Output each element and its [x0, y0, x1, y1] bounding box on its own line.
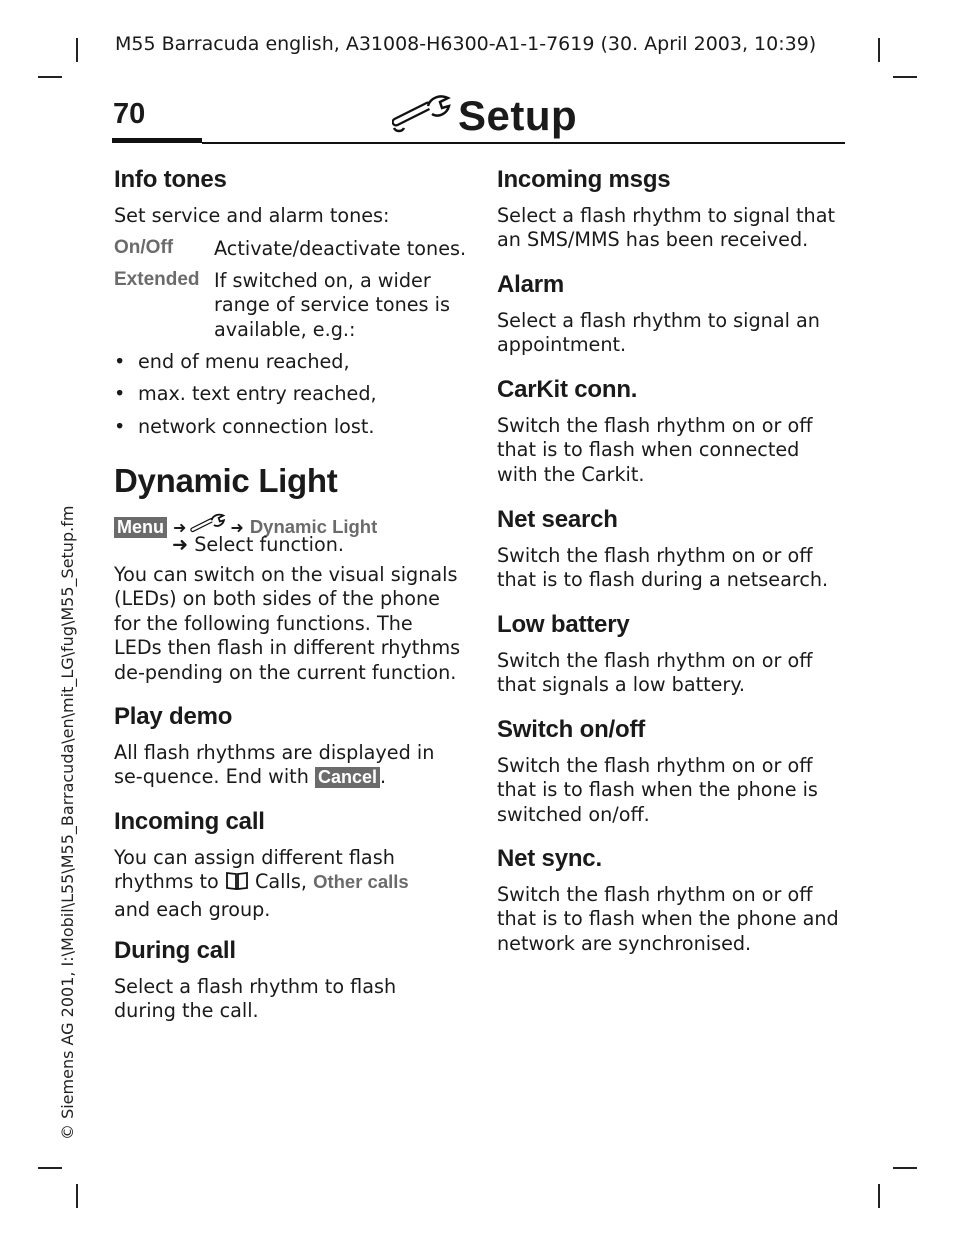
crop-mark [893, 1167, 917, 1169]
crop-mark [38, 76, 62, 78]
bullet-item: • network connection lost. [114, 415, 375, 438]
incoming-call-text-part: and each group. [114, 897, 271, 921]
crop-mark [76, 38, 78, 62]
section-text: Switch the flash rhythm on or off that signals a low battery. [497, 649, 813, 697]
section-heading: Net search [497, 506, 618, 533]
play-demo-text [114, 741, 464, 790]
section-text: Select a flash rhythm to signal an appointment. [497, 309, 820, 357]
cancel-softkey: Cancel [315, 767, 380, 788]
bullet-item: • max. text entry reached, [114, 382, 377, 405]
section-text: Select a flash rhythm to signal that an SMS/MMS has been received. [497, 204, 835, 252]
section-heading: Switch on/off [497, 716, 646, 743]
incoming-call-heading: Incoming call [114, 808, 265, 835]
page-number-rule [112, 138, 202, 143]
definition-term: On/Off [114, 237, 174, 258]
wrench-icon [392, 92, 452, 140]
section-heading: Alarm [497, 271, 565, 298]
bullet-item: • end of menu reached, [114, 350, 350, 373]
during-call-text: Select a flash rhythm to flash during the call. [114, 975, 397, 1023]
bullet-text: end of menu reached, [138, 350, 350, 373]
menu-softkey: Menu [114, 517, 167, 538]
info-tones-intro: Set service and alarm tones: [114, 204, 390, 227]
dynamic-light-heading: Dynamic Light [114, 462, 338, 499]
crop-mark [76, 1184, 78, 1208]
side-copyright-path: © Siemens AG 2001, I:\Mobil\L55\M55_Barracuda\en\mit_LG\fug\M55_Setup.fm [58, 505, 77, 1140]
other-calls-term: Other calls [313, 871, 409, 893]
section-heading: Low battery [497, 611, 630, 638]
definition-term: Extended [114, 269, 200, 290]
incoming-call-text [114, 846, 449, 922]
select-function-line [172, 533, 344, 556]
arrow-icon: ➜ [230, 517, 244, 537]
section-heading: Incoming msgs [497, 166, 671, 193]
select-function-text: Select function. [194, 533, 344, 556]
crop-mark [893, 76, 917, 78]
bullet-text: max. text entry reached, [138, 382, 377, 405]
bullet-text: network connection lost. [138, 415, 375, 438]
title-rule [202, 142, 845, 144]
page-title-block [392, 92, 577, 140]
crop-mark [38, 1167, 62, 1169]
crop-mark [878, 38, 880, 62]
section-heading: Net sync. [497, 845, 602, 872]
section-text: Switch the flash rhythm on or off that is to flash when connected with the Carkit. [497, 414, 813, 486]
section-text: Switch the flash rhythm on or off that is to flash when the phone and network are synchronised. [497, 883, 839, 955]
definition-text: Activate/deactivate tones. [214, 237, 467, 260]
play-demo-text-part: All flash rhythms are displayed in se-quence. End with [114, 741, 435, 789]
section-text: Switch the flash rhythm on or off that is to flash when the phone is switched on/off. [497, 754, 818, 826]
arrow-icon: ➜ [173, 517, 187, 537]
document-info-line: M55 Barracuda english, A31008-H6300-A1-1-7619 (30. April 2003, 10:39) [115, 33, 817, 55]
play-demo-text-part: . [380, 765, 387, 789]
section-heading: CarKit conn. [497, 376, 638, 403]
section-text: Switch the flash rhythm on or off that is to flash during a netsearch. [497, 544, 829, 592]
dynamic-light-intro: You can switch on the visual signals (LEDs) on both sides of the phone for the following functions. The LEDs then flash in different rhythms de-pending on the current function. [114, 563, 461, 684]
page-title: Setup [458, 92, 578, 139]
incoming-call-text-part: You can assign different flash rhythms to [114, 846, 395, 894]
incoming-call-text-part: Calls, [255, 870, 307, 894]
page-number: 70 [113, 98, 146, 130]
crop-mark [878, 1184, 880, 1208]
during-call-heading: During call [114, 937, 236, 964]
definition-text: If switched on, a wider range of service tones is available, e.g.: [214, 269, 450, 341]
menu-path-item: Dynamic Light [249, 516, 378, 537]
info-tones-heading: Info tones [114, 166, 227, 193]
phonebook-icon [225, 871, 249, 897]
play-demo-heading: Play demo [114, 703, 233, 730]
arrow-icon: ➜ [172, 533, 189, 556]
